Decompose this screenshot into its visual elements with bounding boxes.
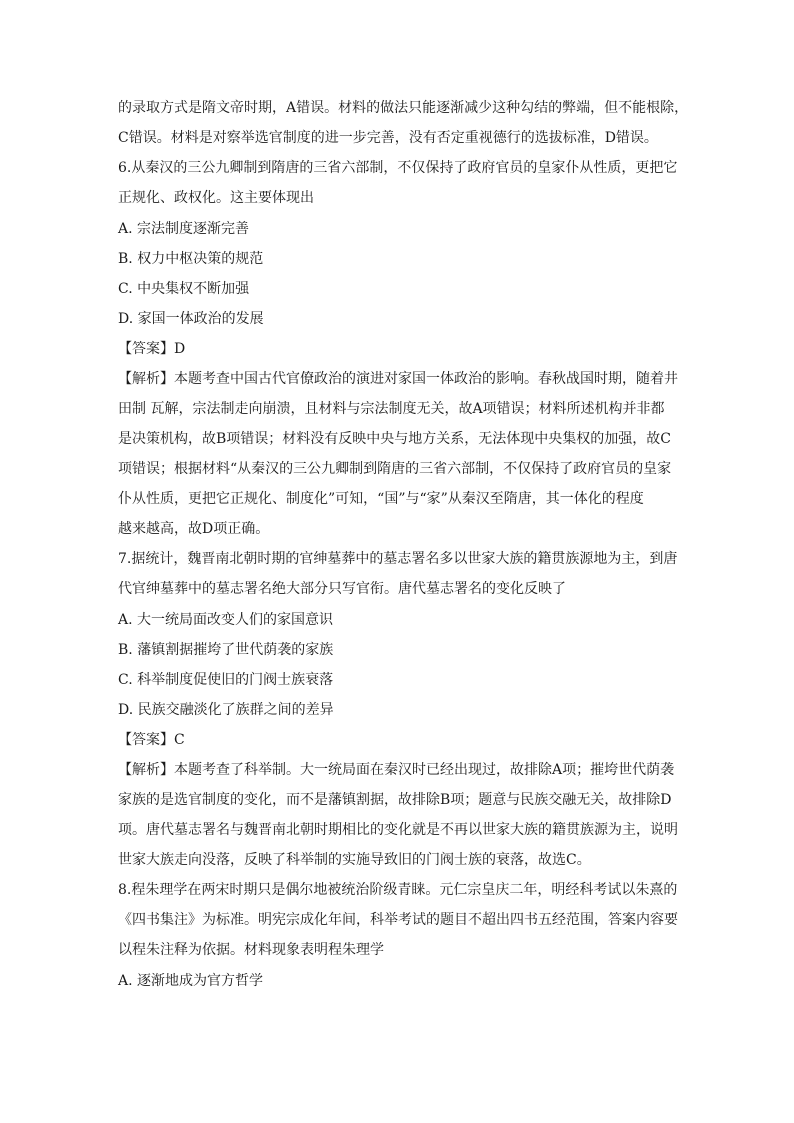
- q8-stem-line-2: 《四书集注》为标准。明宪宗成化年间，科举考试的题目不超出四书五经范围，答案内容要: [118, 912, 678, 928]
- q7-analysis: [118, 760, 680, 870]
- q7-option-c: C. 科举制度促使旧的门阀士族衰落: [118, 672, 334, 688]
- q7-analysis-line: 家族的是选官制度的变化，而不是藩镇割据，故排除B项；题意与民族交融无关，故排除D: [118, 792, 672, 808]
- q8-stem-line-3: 以程朱注释为依据。材料现象表明程朱理学: [118, 942, 384, 958]
- q6-analysis-line: 是决策机构，故B项错误；材料没有反映中央与地方关系，无法体现中央集权的加强，故C: [118, 431, 671, 447]
- q7-stem-line-2: 代官绅墓葬中的墓志署名绝大部分只写官衔。唐代墓志署名的变化反映了: [118, 581, 566, 597]
- q6-analysis-line: 【解析】本题考查中国古代官僚政治的演进对家国一体政治的影响。春秋战国时期，随着井: [118, 371, 678, 387]
- document-page: [118, 98, 689, 1001]
- q7-analysis-line: 项。唐代墓志署名与魏晋南北朝时期相比的变化就是不再以世家大族的籍贯族源为主，说明: [118, 822, 678, 838]
- q7-analysis-line: 世家大族走向没落，反映了科举制的实施导致旧的门阀士族的衰落，故选C。: [118, 852, 591, 868]
- intro-line-1: 的录取方式是隋文帝时期，A错误。材料的做法只能逐渐减少这种勾结的弊端，但不能根除，: [118, 100, 689, 116]
- q7-answer: 【答案】C: [118, 732, 185, 748]
- q6-stem-line-1: 6.从秦汉的三公九卿制到隋唐的三省六部制，不仅保持了政府官员的皇家仆从性质，更把它: [118, 160, 678, 176]
- q6-option-b: B. 权力中枢决策的规范: [118, 251, 264, 267]
- q6-analysis-line: 田制 瓦解，宗法制走向崩溃，且材料与宗法制度无关，故A项错误；材料所述机构并非都: [118, 401, 665, 417]
- q8-stem-line-1: 8.程朱理学在两宋时期只是偶尔地被统治阶级青睐。元仁宗皇庆二年，明经科考试以朱熹的: [118, 882, 678, 898]
- q8-option-a: A. 逐渐地成为官方哲学: [118, 973, 264, 989]
- q7-option-b: B. 藩镇割据摧垮了世代荫袭的家族: [118, 642, 334, 658]
- q6-stem-line-2: 正规化、政权化。这主要体现出: [118, 190, 314, 206]
- q6-analysis-line: 仆从性质，更把它正规化、制度化”可知，“国”与“家”从秦汉至隋唐，其一体化的程度: [118, 491, 644, 507]
- q7-option-d: D. 民族交融淡化了族群之间的差异: [118, 702, 334, 718]
- q6-option-d: D. 家国一体政治的发展: [118, 311, 264, 327]
- q7-analysis-line: 【解析】本题考查了科举制。大一统局面在秦汉时已经出现过，故排除A项；摧垮世代荫袭: [118, 762, 675, 778]
- q6-option-a: A. 宗法制度逐渐完善: [118, 221, 250, 237]
- q7-option-a: A. 大一统局面改变人们的家国意识: [118, 612, 334, 628]
- q6-option-c: C. 中央集权不断加强: [118, 281, 250, 297]
- q6-analysis: [118, 369, 680, 539]
- q7-stem-line-1: 7.据统计，魏晋南北朝时期的官绅墓葬中的墓志署名多以世家大族的籍贯族源地为主，到唐: [118, 551, 678, 567]
- q6-analysis-line: 项错误；根据材料“从秦汉的三公九卿制到隋唐的三省六部制，不仅保持了政府官员的皇家: [118, 461, 672, 477]
- intro-line-2: C错误。材料是对察举选官制度的进一步完善，没有否定重视德行的选拔标准，D错误。: [118, 130, 658, 146]
- q6-analysis-line: 越来越高，故D项正确。: [118, 521, 270, 537]
- q6-answer: 【答案】D: [118, 341, 186, 357]
